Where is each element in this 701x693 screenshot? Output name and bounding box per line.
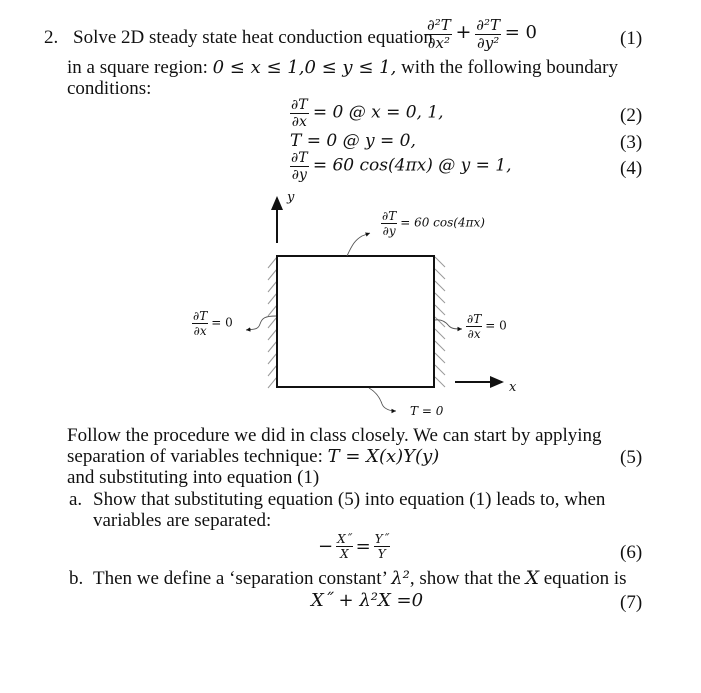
conditions-label: conditions:	[67, 78, 152, 99]
part-b-text-after: equation is	[543, 568, 627, 589]
plus-sign: +	[455, 20, 472, 43]
equation-label-4: (4)	[620, 158, 643, 179]
square-domain	[277, 256, 434, 387]
x-symbol: X	[525, 567, 539, 589]
minus-sign: −	[318, 536, 334, 557]
region-math: 0 ≤ x ≤ 1,0 ≤ y ≤ 1,	[212, 57, 397, 78]
problem-intro: Solve 2D steady state heat conduction equation	[73, 27, 433, 48]
left-bc-label	[192, 310, 233, 337]
left-bc-fraction: $\frac{\partial T}{\partial x}$	[193, 309, 208, 338]
equation-label-3: (3)	[620, 132, 643, 153]
left-bc-rhs: = 0	[211, 315, 233, 330]
part-a-line-1: Show that substituting equation (5) into equation (1) leads to, when	[93, 489, 606, 510]
part-b-text-mid: , show that the	[409, 568, 521, 589]
part-b-letter: b.	[69, 568, 84, 589]
x-axis-label: x	[509, 380, 517, 395]
lambda-squared: λ²	[391, 568, 410, 589]
dt-dy-fraction: $\frac{\partial T}{\partial y}$	[291, 150, 308, 183]
equation-label-1: (1)	[620, 28, 643, 49]
top-bc-leader	[347, 233, 370, 256]
equation-label-2: (2)	[620, 105, 643, 126]
equation-label-6: (6)	[620, 542, 643, 563]
separation-text: separation of variables technique:	[67, 446, 323, 467]
equals-zero: = 0	[504, 21, 537, 43]
right-bc-rhs: = 0	[485, 318, 507, 333]
problem-number: 2.	[44, 27, 59, 48]
part-b-line	[93, 568, 627, 589]
top-bc-rhs: = 60 cos(4πx)	[400, 215, 485, 230]
d2t-dx2-fraction: $\frac{\text{∂²T}}{\text{∂x²}}$	[427, 16, 451, 52]
x-fraction: $\frac{X˝}{X}$	[337, 532, 352, 561]
separation-math: T = X(x)Y(y)	[327, 446, 440, 467]
y-fraction: $\frac{Y˝}{Y}$	[374, 532, 389, 561]
bc-3-rhs: = 0 @ y = 0,	[306, 131, 416, 151]
part-a-letter: a.	[69, 489, 83, 510]
top-bc-label	[381, 210, 485, 237]
bottom-bc-label: T = 0	[410, 404, 444, 418]
equation-7: X˝ + λ²X =0	[311, 590, 424, 611]
region-text: in a square region:	[67, 57, 208, 78]
part-b-text-before: Then we define a ‘separation constant’	[93, 568, 387, 589]
bc-4-rhs: = 60 cos(4πx) @ y = 1,	[312, 155, 512, 176]
right-bc-label	[466, 313, 507, 340]
bc-2-rhs: = 0 @ x = 0, 1,	[312, 102, 444, 123]
equation-6	[318, 533, 390, 560]
equals-sign: =	[355, 536, 371, 557]
left-wall-hatching	[268, 257, 277, 388]
bc-3-lhs: T	[290, 131, 302, 151]
body-line-1: Follow the procedure we did in class closely. We can start by applying	[67, 425, 602, 446]
right-wall-hatching	[435, 257, 445, 387]
bottom-bc-leader	[369, 388, 396, 411]
y-axis-label: y	[287, 190, 295, 205]
equation-label-7: (7)	[620, 592, 643, 613]
part-a-line-2: variables are separated:	[93, 510, 272, 531]
d2t-dy2-fraction: $\frac{\text{∂²T}}{\text{∂y²}}$	[476, 16, 500, 52]
body-line-3: and substituting into equation (1)	[67, 467, 320, 488]
dt-dx-fraction: $\frac{\partial T}{\partial x}$	[291, 97, 308, 130]
top-bc-fraction: $\frac{\partial T}{\partial y}$	[382, 209, 397, 238]
body-line-2	[67, 446, 439, 467]
region-tail: with the following boundary	[401, 57, 618, 78]
equation-label-5: (5)	[620, 447, 643, 468]
right-bc-fraction: $\frac{\partial T}{\partial x}$	[467, 312, 482, 341]
